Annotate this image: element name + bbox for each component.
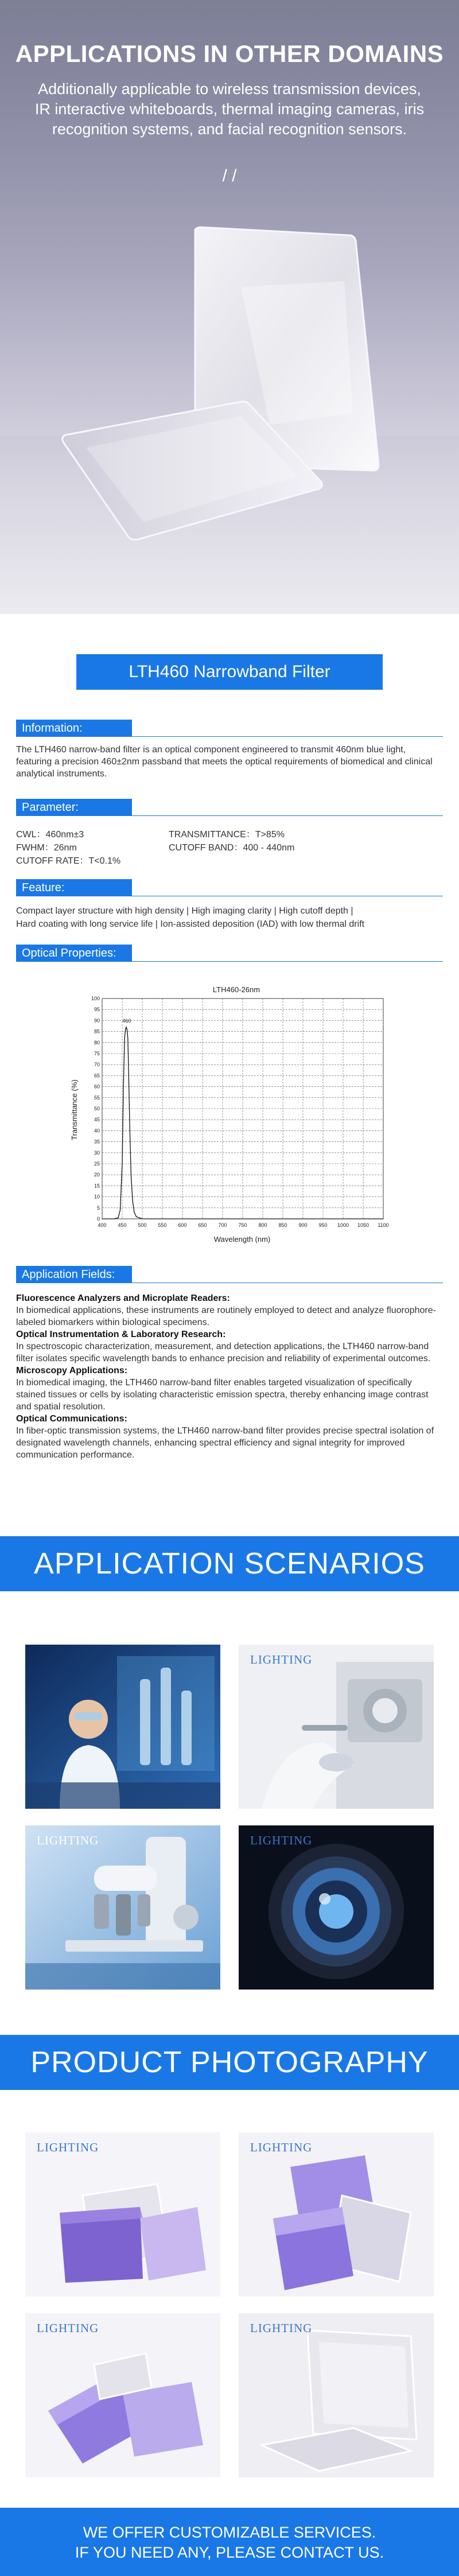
scenario-watermark-3: LIGHTING — [37, 1833, 99, 1847]
chart-y-tick-label: 90 — [94, 1017, 100, 1024]
footer-line-1: WE OFFER CUSTOMIZABLE SERVICES. — [83, 2524, 376, 2541]
chart-y-tick-label: 10 — [94, 1194, 100, 1200]
product-photo-4 — [239, 2313, 434, 2477]
chart-y-tick-label: 25 — [94, 1161, 100, 1167]
app-field-heading-microscopy: Microscopy Applications: — [16, 1366, 128, 1376]
chart-y-tick-label: 80 — [94, 1039, 100, 1046]
chart-y-axis-label: Transmittance (%) — [70, 1079, 79, 1140]
param-fwhm: FWHM：26nm — [16, 843, 77, 853]
app-field-text-microscopy: In biomedical imaging, the LTH460 narrow-band filter enables targeted visualization of specifically stained tissues or cells by isolating characteristic emission spectra, thereby enhancing image contrast and spatial resolution. — [16, 1378, 429, 1412]
parameter-label: Parameter: — [16, 799, 132, 816]
application-fields-label: Application Fields: — [16, 1266, 132, 1283]
transmittance-chart — [64, 984, 395, 1248]
chart-x-tick-label: 750 — [238, 1222, 247, 1228]
chart-y-tick-label: 65 — [94, 1073, 100, 1079]
app-field-heading-optical-instrumentation: Optical Instrumentation & Laboratory Research: — [16, 1330, 226, 1339]
hero-filter-image — [0, 195, 459, 614]
chart-y-tick-label: 0 — [96, 1216, 100, 1222]
feature-line-1: Compact layer structure with high density | High imaging clarity | High cutoff depth | — [16, 906, 353, 916]
chart-peak-label: 460 — [122, 1018, 131, 1024]
app-field-text-fluorescence: In biomedical applications, these instruments are routinely employed to detect and analyze fluorophore-labeled biomarkers within biological specimens. — [16, 1306, 436, 1327]
chart-x-tick-label: 550 — [158, 1222, 167, 1228]
chart-x-tick-label: 1050 — [357, 1222, 369, 1228]
chart-y-tick-label: 85 — [94, 1028, 100, 1035]
hero-subtitle: Additionally applicable to wireless transmission devices, IR interactive whiteboards, thermal imaging cameras, iris recognition systems, and facial recognition sensors. — [34, 80, 425, 138]
information-divider — [16, 736, 443, 737]
product-title: LTH460 Narrowband Filter — [76, 654, 383, 690]
contact-footer — [0, 2508, 459, 2576]
chart-x-tick-label: 650 — [198, 1222, 207, 1228]
chart-x-tick-label: 600 — [178, 1222, 187, 1228]
hero-divider: / / — [222, 166, 237, 185]
chart-y-tick-label: 50 — [94, 1106, 100, 1112]
chart-x-tick-label: 800 — [258, 1222, 267, 1228]
product-watermark-1: LIGHTING — [37, 2140, 99, 2154]
chart-x-tick-label: 950 — [318, 1222, 328, 1228]
product-watermark-3: LIGHTING — [37, 2321, 99, 2335]
product-photography-banner: PRODUCT PHOTOGRAPHY — [0, 2035, 459, 2090]
chart-x-tick-label: 450 — [118, 1222, 127, 1228]
chart-y-tick-label: 55 — [94, 1094, 100, 1101]
scenario-photo-camera-lens — [239, 1825, 434, 1990]
app-field-text-optical-instrumentation: In spectroscopic characterization, measurement, and detection applications, the LTH460 narrow-band filter isolates specific wavelength bands to enhance precision and reliability of experimental outcomes. — [16, 1342, 431, 1363]
chart-data-point — [127, 1038, 128, 1039]
information-label: Information: — [16, 720, 132, 737]
product-photo-1 — [25, 2132, 220, 2297]
chart-x-axis-label: Wavelength (nm) — [213, 1235, 271, 1244]
param-cutoff-band: CUTOFF BAND：400 - 440nm — [169, 843, 295, 853]
chart-y-tick-label: 15 — [94, 1183, 100, 1189]
chart-y-tick-label: 35 — [94, 1139, 100, 1145]
hero-title: APPLICATIONS IN OTHER DOMAINS — [15, 40, 444, 67]
scenario-watermark-4: LIGHTING — [250, 1833, 313, 1847]
product-photo-2 — [239, 2132, 434, 2297]
chart-data-point — [123, 1086, 124, 1087]
chart-y-tick-label: 100 — [91, 996, 100, 1001]
param-transmittance: TRANSMITTANCE：T>85% — [169, 830, 285, 840]
chart-title: LTH460-26nm — [212, 985, 260, 994]
scenario-photo-microscope — [25, 1825, 220, 1990]
chart-x-tick-label: 850 — [278, 1222, 287, 1228]
footer-line-2: IF YOU NEED ANY, PLEASE CONTACT US. — [75, 2544, 384, 2561]
chart-y-tick-label: 45 — [94, 1117, 100, 1123]
chart-x-tick-label: 500 — [138, 1222, 147, 1228]
param-cutoff-rate: CUTOFF RATE：T<0.1% — [16, 856, 121, 866]
scenario-photo-instrument-hands — [239, 1645, 434, 1809]
chart-x-tick-label: 1000 — [337, 1222, 349, 1228]
scenario-photo-lab-scientist — [25, 1645, 220, 1809]
optical-label: Optical Properties: — [16, 945, 132, 962]
parameter-divider — [16, 815, 443, 816]
app-field-text-communications: In fiber-optic transmission systems, the LTH460 narrow-band filter provides precise spectral isolation of designated wavelength channels, enhancing spectral efficiency and signal integrity for improved communication performance. — [16, 1426, 434, 1460]
product-photo-3 — [25, 2313, 220, 2477]
application-fields-text — [16, 1292, 443, 1461]
chart-x-tick-label: 400 — [98, 1222, 107, 1228]
chart-x-tick-label: 700 — [218, 1222, 227, 1228]
param-cwl: CWL：460nm±3 — [16, 830, 84, 840]
scenario-watermark-2: LIGHTING — [250, 1653, 313, 1666]
product-watermark-4: LIGHTING — [250, 2321, 313, 2335]
chart-x-tick-label: 1100 — [378, 1222, 389, 1228]
application-scenarios-banner: APPLICATION SCENARIOS — [0, 1536, 459, 1591]
app-field-heading-communications: Optical Communications: — [16, 1414, 127, 1424]
product-watermark-2: LIGHTING — [250, 2140, 313, 2154]
chart-x-tick-label: 900 — [298, 1222, 308, 1228]
feature-line-2: Hard coating with long service life | Ion-assisted deposition (IAD) with low thermal drift — [16, 919, 365, 929]
chart-y-tick-label: 75 — [94, 1051, 100, 1056]
chart-data-point — [262, 1218, 263, 1219]
chart-y-tick-label: 20 — [94, 1172, 100, 1178]
chart-y-tick-label: 60 — [94, 1083, 100, 1090]
chart-y-tick-label: 5 — [96, 1205, 100, 1211]
information-text: The LTH460 narrow-band filter is an optical component engineered to transmit 460nm blue light, featuring a precision 460±2nm passband that meets the optical requirements of biomedical and clinical analytical instruments. — [16, 745, 433, 779]
chart-y-tick-label: 70 — [94, 1062, 100, 1068]
hero-banner — [0, 0, 459, 614]
chart-y-tick-label: 30 — [94, 1149, 100, 1156]
chart-y-tick-label: 40 — [94, 1128, 100, 1134]
optical-divider — [16, 961, 443, 962]
chart-y-tick-label: 95 — [94, 1007, 100, 1013]
app-field-heading-fluorescence: Fluorescence Analyzers and Microplate Readers: — [16, 1293, 230, 1303]
feature-label: Feature: — [16, 879, 132, 896]
transmittance-chart-svg — [64, 984, 395, 1248]
